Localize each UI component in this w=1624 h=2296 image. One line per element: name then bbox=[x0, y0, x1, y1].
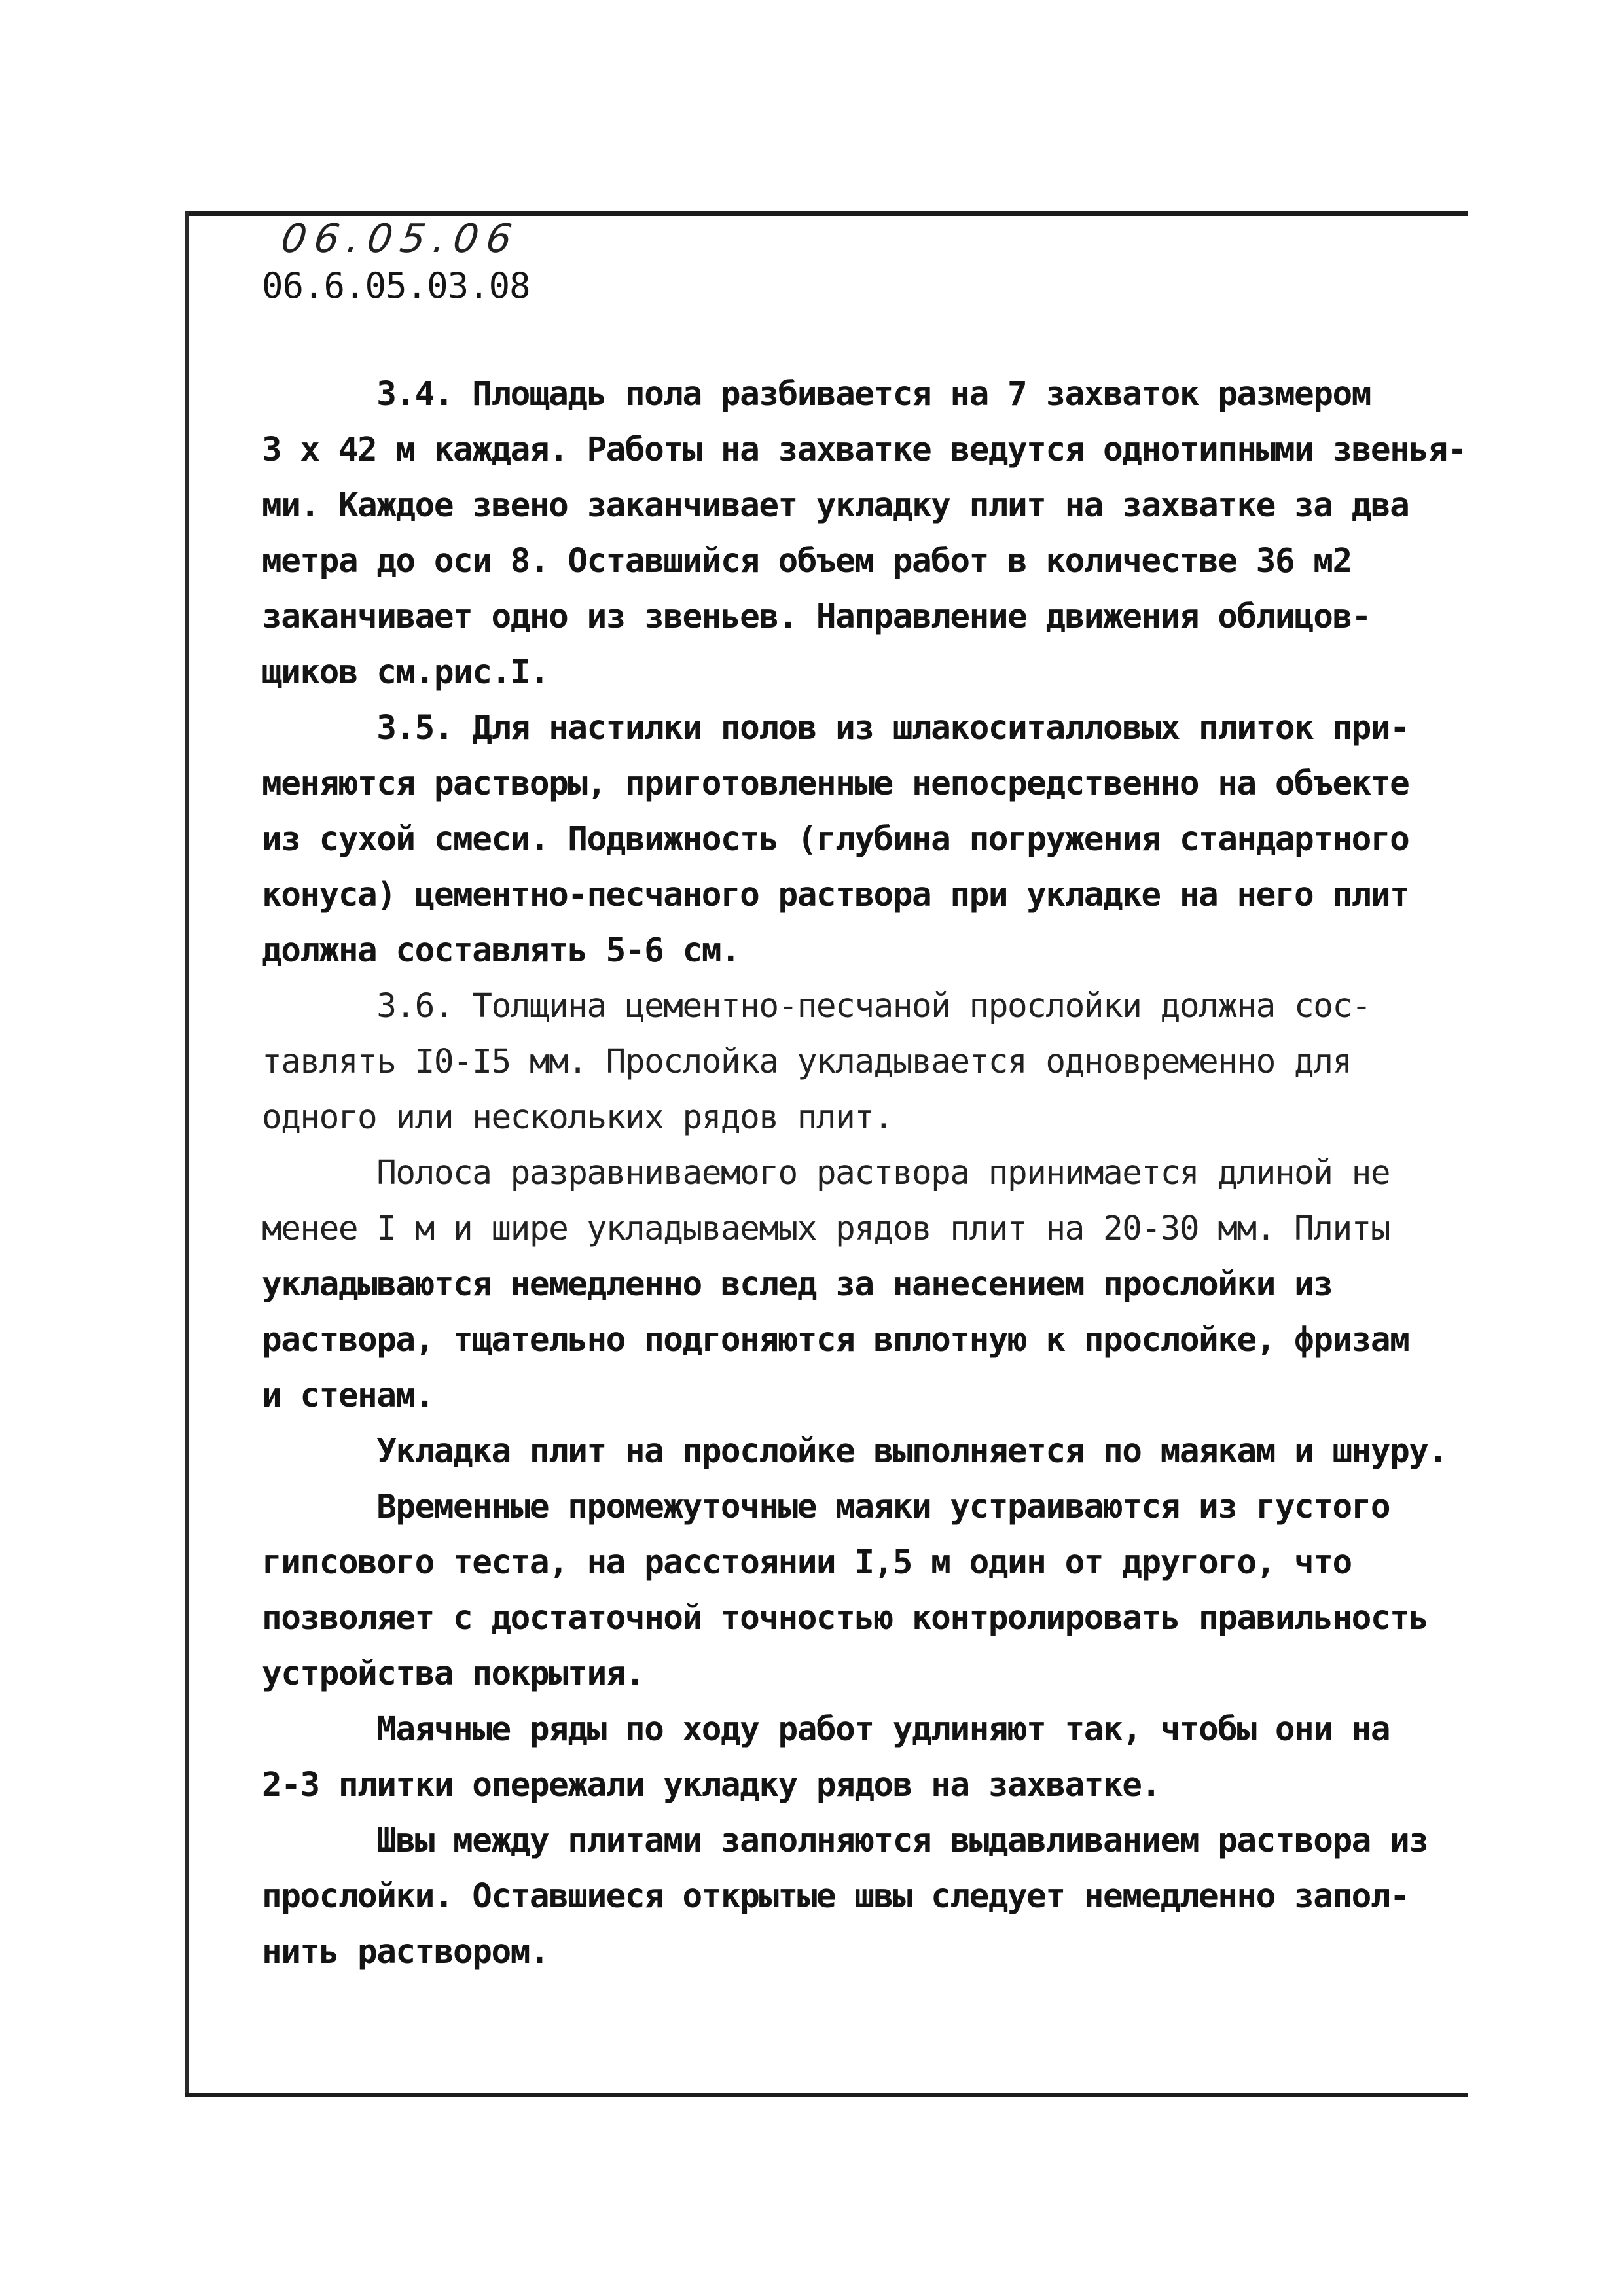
text-line: заканчивает одно из звеньев. Направление движения облицов- bbox=[262, 598, 1371, 636]
text-line: 3.5. Для настилки полов из шлакоситалловых плиток при- bbox=[262, 709, 1409, 747]
text-line: гипсового теста, на расстоянии I,5 м один от другого, что bbox=[262, 1543, 1352, 1582]
text-line: Временные промежуточные маяки устраиваются из густого bbox=[262, 1488, 1390, 1526]
text-line: одного или нескольких рядов плит. bbox=[262, 1098, 893, 1137]
text-line: 3.6. Толщина цементно-песчаной прослойки должна сос- bbox=[262, 987, 1371, 1026]
text-line: тавлять I0-I5 мм. Прослойка укладывается одновременно для bbox=[262, 1043, 1352, 1081]
text-line: 3 x 42 м каждая. Работы на захватке ведутся однотипными звенья- bbox=[262, 431, 1466, 469]
text-line: устройства покрытия. bbox=[262, 1655, 645, 1693]
text-line: прослойки. Оставшиеся открытые швы следует немедленно запол- bbox=[262, 1877, 1409, 1916]
text-line: нить раствором. bbox=[262, 1933, 549, 1971]
text-line: должна составлять 5-6 см. bbox=[262, 931, 740, 970]
text-line: конуса) цементно-песчаного раствора при укладке на него плит bbox=[262, 876, 1409, 914]
text-line: менее I м и шире укладываемых рядов плит на 20-30 мм. Плиты bbox=[262, 1210, 1390, 1248]
text-line: ми. Каждое звено заканчивает укладку плит на захватке за два bbox=[262, 486, 1409, 525]
text-line: щиков см.рис.I. bbox=[262, 653, 549, 692]
frame-top-border bbox=[185, 211, 1468, 216]
frame-left-border bbox=[185, 211, 189, 2093]
text-line: 3.4. Площадь пола разбивается на 7 захваток размером bbox=[262, 375, 1371, 414]
text-line: позволяет с достаточной точностью контролировать правильность bbox=[262, 1599, 1428, 1638]
text-line: Швы между плитами заполняются выдавливанием раствора из bbox=[262, 1821, 1428, 1860]
text-line: из сухой смеси. Подвижность (глубина погружения стандартного bbox=[262, 820, 1409, 859]
text-line: Укладка плит на прослойке выполняется по маякам и шнуру. bbox=[262, 1432, 1447, 1471]
text-line: Маячные ряды по ходу работ удлиняют так, чтобы они на bbox=[262, 1710, 1390, 1749]
text-line: метра до оси 8. Оставшийся объем работ в количестве 36 м2 bbox=[262, 542, 1352, 581]
text-line: меняются растворы, приготовленные непосредственно на объекте bbox=[262, 764, 1409, 803]
text-line: и стенам. bbox=[262, 1376, 434, 1415]
typed-document-code: 06.6.05.03.08 bbox=[262, 265, 530, 306]
text-line: 2-3 плитки опережали укладку рядов на захватке. bbox=[262, 1766, 1161, 1804]
handwritten-document-code: 06.05.06 bbox=[278, 216, 523, 262]
text-line: укладываются немедленно вслед за нанесением прослойки из bbox=[262, 1265, 1333, 1304]
text-line: раствора, тщательно подгоняются вплотную к прослойке, фризам bbox=[262, 1321, 1409, 1359]
text-line: Полоса разравниваемого раствора принимается длиной не bbox=[262, 1154, 1390, 1193]
frame-bottom-border bbox=[185, 2093, 1468, 2097]
